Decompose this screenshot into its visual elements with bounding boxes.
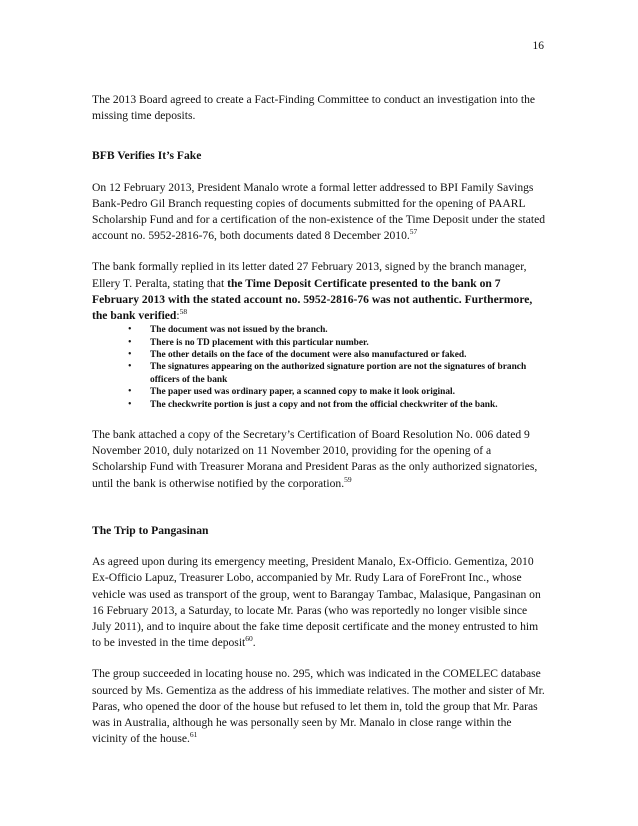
list-item: • The checkwrite portion is just a copy and not from the official checkwriter of the bank.: [128, 399, 548, 411]
paragraph-letter-text: On 12 February 2013, President Manalo wrote a formal letter addressed to BPI Family Savings Bank-Pedro Gil Branch requesting copies of documents submitted for the opening of PAARL Scholarship Fund and for a certification of the non-existence of the Time Deposit under the stated account no. 5952-2816-76, both documents dated 8 December 2010.: [92, 180, 546, 243]
section-heading-pangasinan: The Trip to Pangasinan: [92, 523, 209, 537]
footnote-ref-57: 57: [409, 227, 418, 237]
footnote-ref-60: 60: [245, 634, 253, 644]
trip-text: As agreed upon during its emergency meeting, President Manalo, Ex-Officio. Gementiza, 2010 Ex-Officio Lapuz, Treasurer Lobo, accompanied by Mr. Rudy Lara of ForeFront Inc., whose vehicle was used as transport of the group, went to Barangay Tambac, Malasique, Pangasinan on 16 February 2013, a Saturday, to locate Mr. Paras (who was reportedly no longer visible since July 2011), and to inquire about the fake time deposit certificate and the money entrusted to him to be invested in the time deposit: [92, 555, 541, 650]
trip-period: .: [252, 636, 256, 650]
list-item: • The paper used was ordinary paper, a scanned copy to make it look original.: [128, 386, 548, 398]
house-visit-text: The group succeeded in locating house no. 295, which was indicated in the COMELEC database sourced by Ms. Gementiza as the address of his immediate relatives. The mother and sister of Mr. Paras, who opened the door of the house but refused to let them in, told the group that Mr. Paras was in Australia, although he was personally seen by Mr. Manalo in close range within the vicinity of the house.: [92, 667, 545, 746]
paragraph-trip: [92, 554, 548, 651]
bank-findings-list: [92, 324, 548, 411]
list-item: • The signatures appearing on the authorized signature portion are not the signatures of branch officers of the bank: [128, 361, 548, 386]
footnote-ref-59: 59: [344, 474, 352, 484]
paragraph-board-resolution: [92, 427, 548, 492]
document-body: [92, 92, 548, 762]
bank-reply-text: The bank formally replied in its letter dated 27 February 2013, signed by the branch manager, Ellery T. Peralta, stating that: [92, 260, 527, 290]
paragraph-bank-reply: [92, 259, 548, 324]
intro-paragraph: The 2013 Board agreed to create a Fact-Finding Committee to conduct an investigation into the missing time deposits.: [92, 93, 536, 123]
bank-reply-emphasis: the Time Deposit Certificate presented to the bank on 7 February 2013 with the stated account no. 5952-2816-76 was not authentic. Furthermore, the bank verified: [92, 276, 533, 323]
paragraph-house-visit: [92, 666, 548, 747]
bank-reply-colon: :: [176, 309, 180, 323]
page-number: 16: [532, 40, 544, 52]
footnote-ref-61: 61: [189, 730, 198, 740]
list-item: • There is no TD placement with this particular number.: [128, 337, 548, 349]
footnote-ref-58: 58: [179, 307, 188, 317]
section-heading-bfb: BFB Verifies It’s Fake: [92, 149, 202, 163]
paragraph-letter: [92, 180, 548, 245]
list-item: • The document was not issued by the branch.: [128, 324, 548, 336]
list-item: • The other details on the face of the document were also manufactured or faked.: [128, 349, 548, 361]
board-resolution-text: The bank attached a copy of the Secretary’s Certification of Board Resolution No. 006 dated 9 November 2010, duly notarized on 11 November 2010, providing for the opening of a Scholarship Fund with Treasurer Morana and President Paras as the only authorized signatories, until the bank is otherwise notified by the corporation.: [92, 428, 538, 490]
